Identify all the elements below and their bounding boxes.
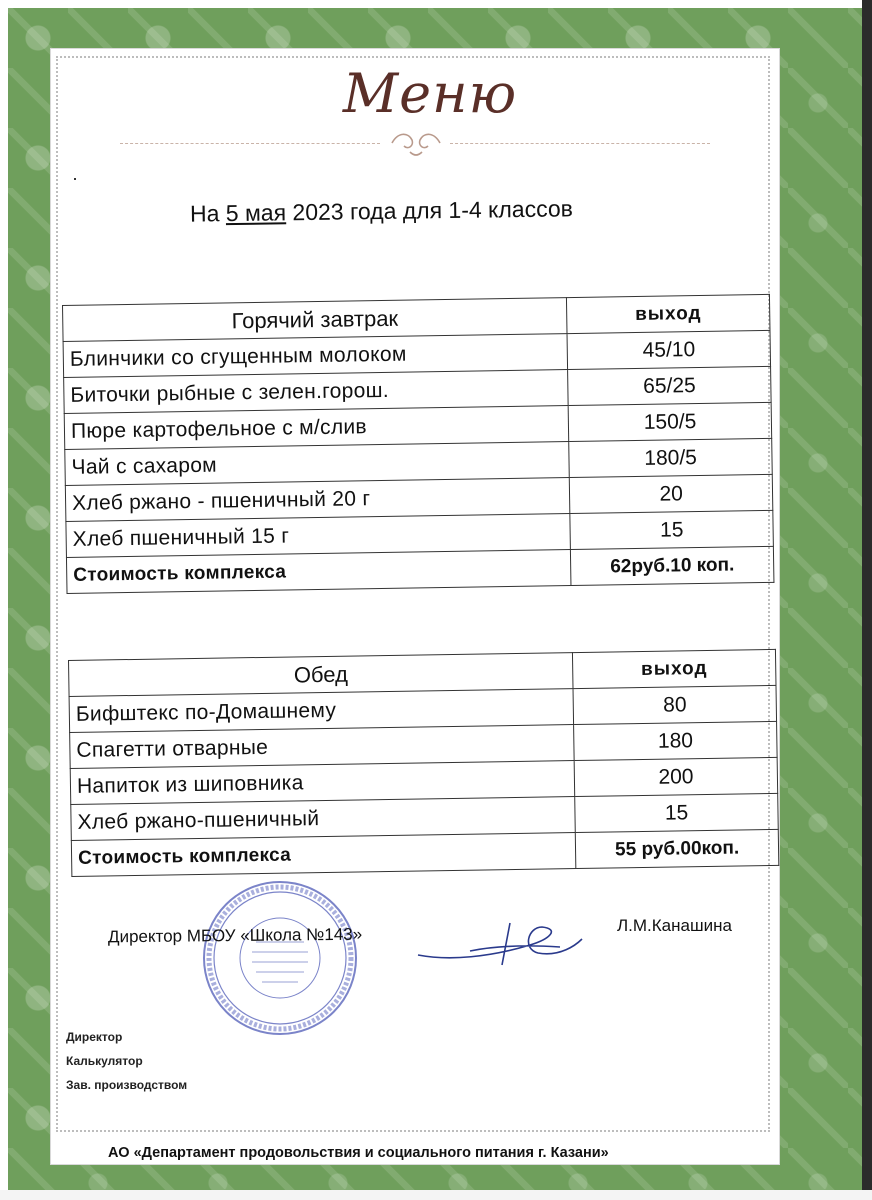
dish-name: Чай с сахаром — [65, 442, 570, 486]
dish-amount: 200 — [574, 757, 777, 796]
dish-amount: 180 — [574, 721, 777, 760]
role-production-head: Зав. производством — [66, 1078, 188, 1092]
dish-amount: 150/5 — [568, 402, 771, 441]
ornament-line-right — [450, 143, 710, 144]
dish-name: Хлеб ржано - пшеничный 20 г — [65, 478, 570, 522]
dish-name: Блинчики со сгущенным молоком — [63, 334, 568, 378]
dish-amount: 15 — [575, 793, 778, 832]
dish-amount: 15 — [570, 510, 773, 549]
total-label: Стоимость комплекса — [71, 833, 576, 877]
scan-speck — [74, 178, 76, 180]
flourish-icon — [388, 128, 444, 158]
dish-name: Биточки рыбные с зелен.горош. — [64, 370, 569, 414]
dish-name: Бифштекс по-Домашнему — [69, 689, 574, 733]
director-name: Л.М.Канашина — [617, 916, 732, 935]
amount-heading: выход — [573, 649, 776, 688]
dish-amount: 65/25 — [568, 366, 771, 405]
total-label: Стоимость комплекса — [66, 550, 571, 594]
dish-amount: 80 — [573, 685, 776, 724]
amount-heading: выход — [567, 294, 770, 333]
dish-name: Хлеб пшеничный 15 г — [66, 514, 571, 558]
role-director: Директор — [66, 1030, 123, 1044]
dish-amount: 180/5 — [569, 438, 772, 477]
dish-name: Пюре картофельное с м/слив — [64, 406, 569, 450]
subtitle-prefix: На — [189, 200, 226, 227]
signature — [410, 915, 590, 970]
subtitle-suffix: 2023 года для 1-4 классов — [285, 195, 574, 226]
breakfast-table — [62, 294, 774, 594]
lunch-table — [68, 649, 779, 877]
dish-name: Хлеб ржано-пшеничный — [71, 797, 576, 841]
ornament-line-left — [120, 143, 380, 144]
dish-amount: 20 — [570, 474, 773, 513]
dish-amount: 45/10 — [567, 330, 770, 369]
dish-name: Спагетти отварные — [70, 725, 575, 769]
role-calculator: Калькулятор — [66, 1054, 143, 1068]
dish-name: Напиток из шиповника — [70, 761, 575, 805]
footer-organization: АО «Департамент продовольствия и социального питания г. Казани» — [108, 1145, 609, 1161]
director-title: Директор МБОУ «Школа №143» — [107, 924, 363, 947]
scan-edge — [862, 0, 872, 1200]
responsible-roles — [66, 1030, 187, 1102]
school-stamp — [200, 878, 360, 1038]
scan-edge-bottom — [0, 1190, 872, 1200]
lunch-heading: Обед — [69, 653, 574, 697]
breakfast-heading: Горячий завтрак — [63, 298, 568, 342]
total-value: 55 руб.00коп. — [575, 829, 778, 868]
subtitle-date: 5 мая — [225, 199, 287, 227]
menu-title: Меню — [342, 62, 518, 125]
total-value: 62руб.10 коп. — [571, 546, 774, 585]
